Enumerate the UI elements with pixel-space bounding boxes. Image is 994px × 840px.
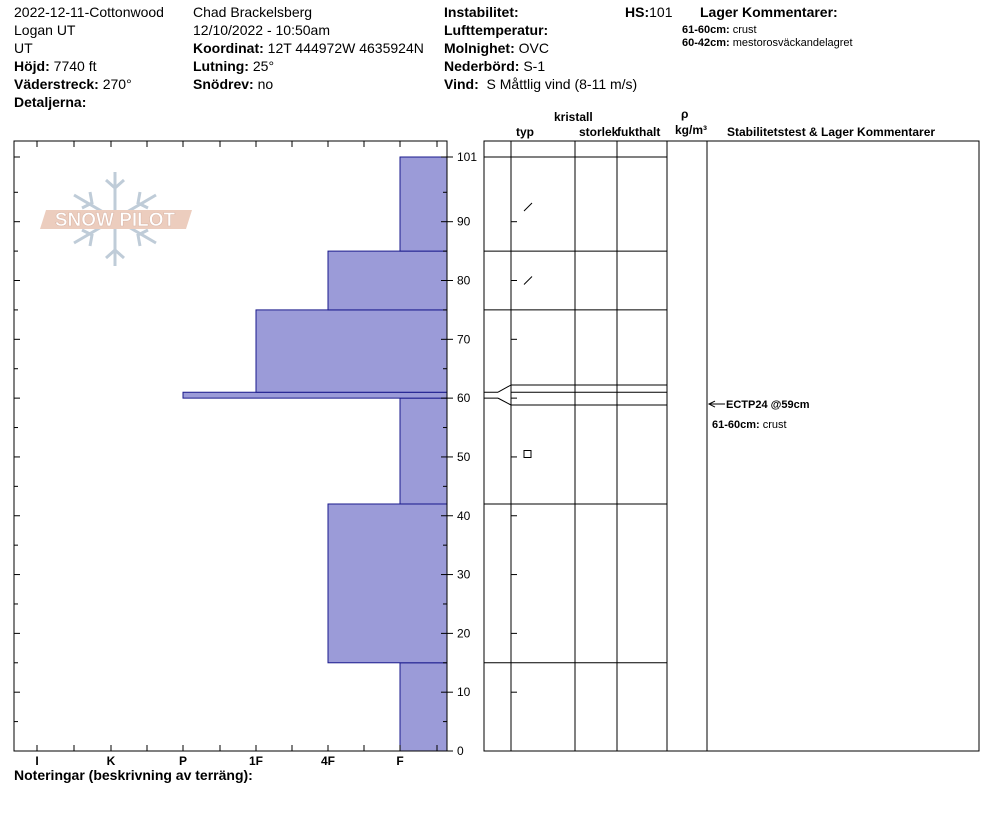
- coordinate-value: 12T 444972W 4635924N: [267, 40, 424, 56]
- y-tick-label-40: 40: [457, 508, 471, 523]
- grain-symbol-faceted-icon: [524, 451, 531, 458]
- thin-layer-connector-bottom-b: [498, 398, 511, 405]
- layer-comments-title: Lager Kommentarer:: [700, 4, 838, 20]
- x-tick-label-4F: 4F: [320, 754, 336, 768]
- col-header-rho: ρ: [681, 107, 689, 121]
- y-tick-label-90: 90: [457, 214, 471, 229]
- sky-label: Molnighet:: [444, 40, 515, 56]
- hardness-bar-6: [328, 251, 447, 310]
- y-tick-label-70: 70: [457, 332, 471, 347]
- y-tick-label-0: 0: [457, 744, 464, 758]
- col-header-kristall: kristall: [554, 110, 593, 124]
- datetime: 12/10/2022 - 10:50am: [193, 22, 330, 38]
- hs-value: 101: [649, 4, 673, 20]
- elevation-value: 7740 ft: [53, 58, 97, 74]
- location-line-3: UT: [14, 40, 33, 56]
- slope-value: 25°: [252, 58, 275, 74]
- layer-comment-1-range: 61-60cm:: [682, 24, 730, 36]
- stability-result-1: ECTP24 @59cm: [726, 399, 810, 411]
- hardness-bar-3: [400, 398, 447, 504]
- x-tick-label-F: F: [396, 754, 404, 768]
- y-tick-label-101: 101: [457, 150, 478, 164]
- aspect-value: 270°: [102, 76, 132, 92]
- observer: Chad Brackelsberg: [193, 4, 313, 20]
- y-tick-label-20: 20: [457, 626, 471, 641]
- elevation-label: Höjd:: [14, 58, 50, 74]
- wind-value: S Måttlig vind (8-11 m/s): [486, 76, 638, 92]
- thin-layer-connector-top-b: [498, 385, 511, 392]
- snow-pilot-logo: [40, 172, 192, 266]
- sky-value: OVC: [518, 40, 549, 56]
- col-header-storlek: storlek: [579, 125, 619, 139]
- x-tick-label-P: P: [178, 754, 188, 768]
- x-tick-label-I: I: [35, 754, 39, 768]
- y-tick-label-80: 80: [457, 273, 471, 288]
- hardness-bar-2: [328, 504, 447, 663]
- y-tick-label-50: 50: [457, 449, 471, 464]
- y-tick-label-30: 30: [457, 567, 471, 582]
- details-label: Detaljerna:: [14, 94, 87, 110]
- col-header-stability: Stabilitetstest & Lager Kommentarer: [727, 125, 936, 139]
- layer-comment-1-text: crust: [732, 24, 757, 36]
- grain-symbol-decomposing-icon: [524, 203, 532, 211]
- hs-label: HS:: [625, 4, 650, 20]
- location-line-1: 2022-12-11-Cottonwood: [14, 4, 164, 20]
- drift-label: Snödrev:: [193, 76, 254, 92]
- precip-value: S-1: [523, 58, 546, 74]
- layer-comment-2-text: mestorosväckandelagret: [732, 37, 853, 49]
- col-header-fukthalt: fukthalt: [617, 125, 661, 139]
- hardness-bar-5: [256, 310, 447, 392]
- air-temp-label: Lufttemperatur:: [444, 22, 549, 38]
- instability-label: Instabilitet:: [444, 4, 519, 20]
- y-tick-label-10: 10: [457, 685, 471, 700]
- wind-label: Vind:: [444, 76, 479, 92]
- notes-label: Noteringar (beskrivning av terräng):: [14, 767, 253, 783]
- aspect-label: Väderstreck:: [14, 76, 99, 92]
- hardness-bar-1: [400, 663, 447, 751]
- layer-table-frame: [484, 141, 979, 751]
- location-line-2: Logan UT: [14, 22, 76, 38]
- slope-label: Lutning:: [193, 58, 249, 74]
- x-tick-label-1F: 1F: [248, 754, 264, 768]
- coordinate-label: Koordinat:: [193, 40, 264, 56]
- x-tick-label-K: K: [106, 754, 116, 768]
- layer-comment-2-range: 60-42cm:: [682, 37, 730, 49]
- drift-value: no: [257, 76, 274, 92]
- precip-label: Nederbörd:: [444, 58, 520, 74]
- hardness-bar-4: [183, 392, 447, 398]
- logo-text: SNOW PILOT: [54, 210, 176, 231]
- hardness-bar-7: [400, 157, 447, 251]
- stability-layer-comment-text: crust: [762, 419, 787, 431]
- stability-layer-comment-range: 61-60cm:: [712, 419, 760, 431]
- y-tick-label-60: 60: [457, 391, 471, 406]
- col-header-density-unit: kg/m³: [675, 123, 708, 137]
- col-header-typ: typ: [516, 125, 534, 139]
- grain-symbol-decomposing-icon: [524, 277, 532, 285]
